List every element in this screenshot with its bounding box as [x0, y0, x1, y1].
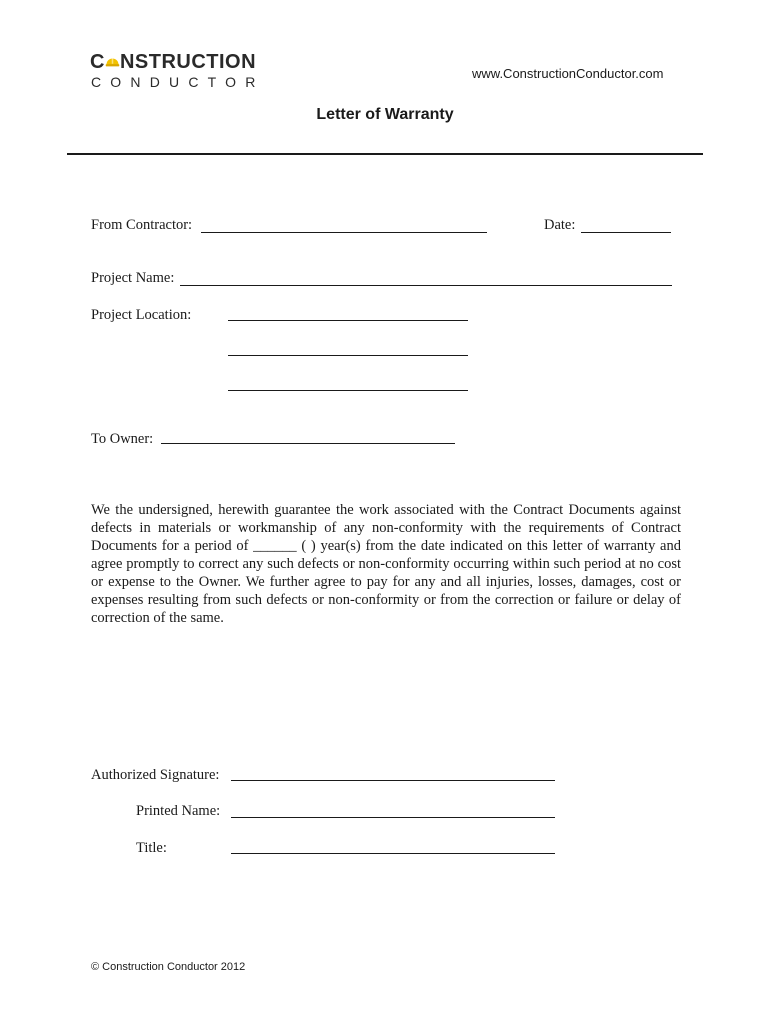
company-logo: [90, 52, 265, 92]
printed-name-label: Printed Name:: [136, 803, 221, 819]
date-label: Date:: [544, 217, 576, 233]
logo-letters-rest: NSTRUCTION: [119, 51, 257, 73]
title-label: Title:: [136, 840, 167, 856]
copyright-footer: © Construction Conductor 2012: [91, 961, 246, 973]
logo-wordmark-bottom: CONDUCTOR: [91, 74, 265, 90]
project-location-field-3[interactable]: [228, 390, 468, 391]
project-location-field-2[interactable]: [228, 355, 468, 356]
date-field[interactable]: [581, 232, 671, 233]
document-title: Letter of Warranty: [316, 106, 454, 123]
logo-letter-c: C: [90, 51, 105, 73]
warranty-statement: We the undersigned, herewith guarantee the work associated with the Contract Documents against defects in materials or workmanship of any non-conformity with the requirements of Contract Documents for a period of ______ ( ) year(s) from the date indicated on this letter of warranty and agree promptly to correct any such defects or non-conformity occurring within such period at no cost or expense to the Owner. We further agree to pay for any and all injuries, losses, damages, cost or expenses resulting from such defects or non-conformity or from the correction or failure or delay of correction of the same.: [91, 502, 681, 626]
from-contractor-label: From Contractor:: [91, 217, 193, 233]
project-name-label: Project Name:: [91, 270, 175, 286]
logo-wordmark-top: [90, 52, 256, 72]
project-location-field-1[interactable]: [228, 320, 468, 321]
hard-hat-icon: [105, 54, 120, 69]
from-contractor-field[interactable]: [201, 232, 487, 233]
authorized-signature-label: Authorized Signature:: [91, 767, 220, 783]
project-name-field[interactable]: [180, 285, 672, 286]
to-owner-label: To Owner:: [91, 431, 154, 447]
to-owner-field[interactable]: [161, 443, 455, 444]
printed-name-field[interactable]: [231, 817, 555, 818]
title-divider: [67, 153, 703, 155]
project-location-label: Project Location:: [91, 307, 192, 323]
website-url[interactable]: www.ConstructionConductor.com: [472, 66, 664, 81]
authorized-signature-field[interactable]: [231, 780, 555, 781]
title-field[interactable]: [231, 853, 555, 854]
